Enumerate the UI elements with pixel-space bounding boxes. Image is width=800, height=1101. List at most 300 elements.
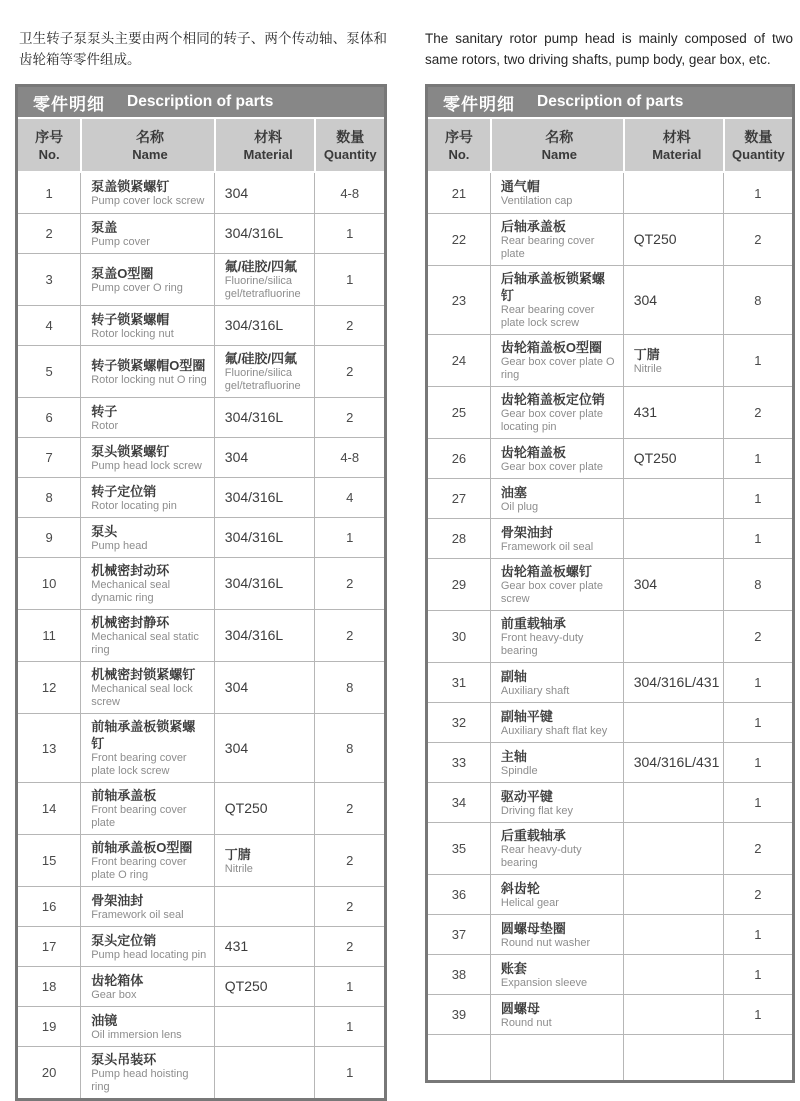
row-material	[623, 875, 723, 914]
material-value: 304/316L	[224, 529, 284, 545]
row-name	[490, 214, 623, 265]
row-material	[214, 927, 315, 966]
material-value: 304	[224, 739, 249, 756]
table-row	[18, 173, 384, 213]
row-no: 1	[45, 185, 53, 201]
part-name-zh: 账套	[500, 960, 527, 976]
table-row	[18, 397, 384, 437]
part-name-en: Auxiliary shaft	[500, 684, 570, 697]
row-no: 30	[451, 629, 467, 644]
column-name-en: Name	[132, 146, 168, 162]
row-quantity: 8	[723, 266, 792, 334]
row-name	[80, 214, 214, 253]
row-quantity: 2	[314, 558, 384, 609]
table-row	[18, 437, 384, 477]
row-quantity: 1	[723, 173, 792, 213]
part-name-en: Front bearing cover plate lock screw	[91, 752, 187, 777]
row-no: 28	[451, 531, 467, 546]
column-header-no	[428, 119, 490, 171]
material-value: QT250	[633, 450, 677, 466]
material-value: 304/316L	[224, 317, 284, 333]
column-quantity-en: Quantity	[732, 146, 785, 162]
material-value: 431	[633, 404, 658, 420]
part-name-en: Pump head lock screw	[91, 459, 202, 472]
row-name	[80, 662, 214, 713]
row-quantity: 1	[723, 955, 792, 994]
row-no: 3	[45, 272, 53, 287]
material-value: 304/316L	[224, 489, 284, 505]
table-row	[18, 517, 384, 557]
row-material	[214, 346, 315, 397]
table-row	[428, 334, 792, 386]
part-name-en: Pump cover lock screw	[91, 195, 205, 207]
table-row	[18, 713, 384, 782]
row-material	[623, 214, 723, 265]
part-name-zh: 油镜	[91, 1012, 118, 1028]
row-no: 15	[41, 853, 57, 868]
row-no: 24	[451, 353, 467, 368]
row-no: 39	[451, 1007, 467, 1022]
row-no: 38	[451, 967, 467, 982]
part-name-zh: 泵盖	[91, 219, 118, 235]
row-material	[623, 783, 723, 822]
table-row	[428, 954, 792, 994]
row-material	[623, 703, 723, 742]
row-no: 7	[45, 450, 53, 465]
table-title-zh: 零件明细	[33, 94, 105, 114]
part-name-zh: 转子锁紧螺帽	[91, 311, 170, 327]
table-row	[428, 265, 792, 334]
table-row	[18, 782, 384, 834]
part-name-en: Rear bearing cover plate	[500, 235, 595, 260]
row-name	[490, 995, 623, 1034]
intro-paragraph-zh: 卫生转子泵泵头主要由两个相同的转子、两个传动轴、泵体和齿轮箱等零件组成。	[19, 31, 387, 67]
row-quantity: 8	[314, 714, 384, 782]
table-row	[428, 914, 792, 954]
part-name-en: Front bearing cover plate	[91, 804, 187, 829]
row-material	[214, 887, 315, 926]
material-value: QT250	[224, 978, 268, 994]
part-name-en: Rotor locating pin	[91, 499, 177, 512]
row-quantity: 1	[723, 703, 792, 742]
column-header-material	[623, 119, 723, 171]
part-name-en: Gear box cover plate	[500, 460, 603, 473]
row-name	[80, 927, 214, 966]
part-name-zh: 后轴承盖板锁紧螺钉	[500, 271, 605, 303]
part-name-en: Front bearing cover plate O ring	[91, 856, 187, 881]
row-no: 6	[45, 410, 53, 425]
row-name	[490, 703, 623, 742]
row-material	[214, 478, 315, 517]
row-no: 22	[451, 232, 467, 247]
part-name-en: Pump head locating pin	[91, 948, 207, 961]
column-no-en: No.	[38, 146, 60, 162]
row-name	[80, 835, 214, 886]
table-row	[18, 886, 384, 926]
row-material	[623, 559, 723, 610]
row-no: 13	[41, 740, 57, 756]
row-material	[623, 823, 723, 874]
row-no: 25	[451, 405, 467, 420]
part-name-en: Rear heavy-duty bearing	[500, 844, 582, 869]
row-name	[490, 519, 623, 558]
material-value: 304/316L/431	[633, 754, 720, 770]
table-row	[18, 557, 384, 609]
table-row	[18, 966, 384, 1006]
row-no: 37	[451, 927, 467, 942]
row-name	[80, 783, 214, 834]
column-header-material	[214, 119, 315, 171]
table-row	[428, 1034, 792, 1080]
part-name-en: Framework oil seal	[500, 540, 594, 553]
material-value: 304/316L	[224, 575, 284, 591]
part-name-en: Gear box cover plate screw	[500, 580, 603, 605]
row-quantity: 2	[723, 823, 792, 874]
row-name	[490, 479, 623, 518]
row-quantity: 2	[723, 611, 792, 662]
part-name-zh: 油塞	[500, 484, 527, 500]
row-no: 17	[41, 939, 57, 954]
part-name-zh: 前重载轴承	[500, 616, 566, 631]
part-name-zh: 齿轮箱盖板螺钉	[500, 564, 592, 579]
row-material	[214, 835, 315, 886]
row-name	[80, 173, 214, 213]
part-name-en: Framework oil seal	[91, 908, 184, 921]
part-name-en: Driving flat key	[500, 804, 574, 817]
part-name-zh: 前轴承盖板锁紧螺钉	[91, 719, 196, 751]
row-no: 27	[451, 491, 467, 506]
row-name	[490, 387, 623, 438]
material-zh: 丁腈	[633, 346, 660, 362]
row-no: 18	[41, 979, 57, 994]
material-value: 304	[224, 449, 249, 465]
part-name-zh: 齿轮箱盖板定位销	[500, 392, 605, 407]
row-name	[80, 346, 214, 397]
table-row	[18, 477, 384, 517]
row-quantity: 1	[723, 743, 792, 782]
table-row	[428, 822, 792, 874]
row-material	[623, 173, 723, 213]
row-name	[490, 173, 623, 213]
table-row	[18, 834, 384, 886]
row-quantity: 2	[314, 346, 384, 397]
material-value: 304	[224, 184, 249, 201]
row-quantity: 1	[723, 915, 792, 954]
table-body-left	[18, 171, 384, 1098]
table-row	[18, 345, 384, 397]
row-name	[490, 875, 623, 914]
row-quantity: 8	[314, 662, 384, 713]
part-name-zh: 圆螺母	[500, 1000, 540, 1016]
material-value: 304	[224, 679, 249, 695]
row-no: 35	[451, 841, 467, 856]
row-material	[623, 387, 723, 438]
column-quantity-en: Quantity	[323, 146, 377, 162]
part-name-zh: 泵盖锁紧螺钉	[91, 179, 170, 194]
material-value: 304	[633, 291, 658, 308]
column-header-quantity	[314, 119, 384, 171]
row-name	[80, 967, 214, 1006]
column-material-en: Material	[243, 146, 293, 162]
material-value: 304/316L	[224, 627, 284, 643]
table-row	[18, 661, 384, 713]
row-no: 14	[41, 801, 57, 816]
row-quantity: 1	[723, 663, 792, 702]
row-name	[490, 663, 623, 702]
row-quantity: 1	[723, 783, 792, 822]
row-material	[214, 438, 315, 477]
part-name-en: Rotor	[91, 419, 119, 432]
part-name-zh: 驱动平键	[500, 788, 553, 804]
row-quantity: 4-8	[314, 173, 384, 213]
row-quantity: 2	[314, 610, 384, 661]
row-name	[490, 266, 623, 334]
row-material	[623, 915, 723, 954]
row-no: 16	[41, 899, 57, 914]
row-name	[490, 559, 623, 610]
row-name	[490, 743, 623, 782]
row-material	[214, 610, 315, 661]
table-row	[428, 518, 792, 558]
part-name-zh: 后轴承盖板	[500, 219, 566, 234]
part-name-en: Gear box cover plate O ring	[500, 356, 615, 381]
part-name-en: Mechanical seal static ring	[91, 631, 199, 656]
row-no: 36	[451, 887, 467, 902]
row-material	[214, 254, 315, 305]
row-name	[490, 439, 623, 478]
row-name	[80, 254, 214, 305]
row-name	[80, 478, 214, 517]
row-material	[214, 306, 315, 345]
part-name-zh: 转子	[91, 403, 118, 419]
part-name-en: Front heavy-duty bearing	[500, 632, 584, 657]
row-material	[214, 1047, 315, 1098]
row-material	[214, 398, 315, 437]
part-name-zh: 前轴承盖板	[91, 788, 157, 803]
row-material	[623, 266, 723, 334]
part-name-en: Gear box	[91, 988, 137, 1001]
row-quantity: 1	[314, 967, 384, 1006]
row-quantity: 1	[723, 519, 792, 558]
column-header-name	[490, 119, 623, 171]
material-zh: 氟/硅胶/四氟	[224, 259, 298, 274]
part-name-en: Mechanical seal dynamic ring	[91, 579, 171, 604]
part-name-en: Pump head	[91, 539, 148, 552]
material-value: 431	[224, 938, 249, 954]
row-no: 20	[41, 1065, 57, 1080]
row-no: 12	[41, 680, 57, 695]
column-header-name	[80, 119, 214, 171]
row-no: 4	[45, 318, 53, 333]
row-quantity: 1	[314, 1047, 384, 1098]
row-quantity	[723, 1035, 792, 1080]
row-no: 29	[451, 577, 467, 592]
table-title-bar	[428, 87, 792, 119]
material-en: Nitrile	[633, 362, 662, 375]
part-name-en: Pump head hoisting ring	[91, 1068, 189, 1093]
row-quantity: 2	[314, 783, 384, 834]
row-no: 11	[42, 628, 56, 643]
row-name	[80, 610, 214, 661]
part-name-en: Rotor locking nut O ring	[91, 373, 207, 386]
part-name-zh: 主轴	[500, 748, 527, 764]
row-no: 10	[41, 576, 57, 591]
part-name-en: Oil plug	[500, 500, 539, 513]
part-name-zh: 副轴	[500, 668, 527, 684]
column-material-zh: 材料	[662, 128, 691, 145]
row-quantity: 1	[314, 518, 384, 557]
part-name-zh: 泵头锁紧螺钉	[91, 443, 170, 459]
row-material	[214, 714, 315, 782]
row-name	[80, 1007, 214, 1046]
material-value: QT250	[633, 231, 677, 247]
row-quantity: 1	[723, 335, 792, 386]
part-name-en: Round nut washer	[500, 936, 591, 949]
row-material	[623, 663, 723, 702]
part-name-zh: 齿轮箱盖板O型圈	[500, 340, 602, 355]
row-name	[80, 887, 214, 926]
part-name-zh: 机械密封锁紧螺钉	[91, 667, 196, 682]
part-name-en: Gear box cover plate locating pin	[500, 408, 603, 433]
column-name-zh: 名称	[136, 128, 164, 145]
row-quantity: 1	[723, 995, 792, 1034]
table-row	[428, 386, 792, 438]
table-title-en: Description of parts	[127, 93, 274, 110]
table-row	[428, 742, 792, 782]
part-name-zh: 机械密封静环	[91, 615, 170, 630]
row-quantity: 2	[723, 387, 792, 438]
part-name-en: Ventilation cap	[500, 195, 573, 207]
material-en: Nitrile	[224, 862, 253, 875]
material-value: QT250	[224, 800, 268, 816]
part-name-zh: 斜齿轮	[500, 880, 540, 896]
part-name-en: Expansion sleeve	[500, 976, 588, 989]
row-material	[623, 995, 723, 1034]
row-quantity: 2	[723, 214, 792, 265]
row-quantity: 2	[314, 887, 384, 926]
row-no: 34	[451, 795, 467, 810]
table-body-right	[428, 171, 792, 1080]
row-material	[623, 519, 723, 558]
row-name	[80, 558, 214, 609]
material-zh: 丁腈	[224, 846, 251, 862]
column-header-no	[18, 119, 80, 171]
part-name-zh: 后重载轴承	[500, 828, 566, 843]
row-material	[214, 662, 315, 713]
table-row	[18, 609, 384, 661]
part-name-en: Auxiliary shaft flat key	[500, 724, 608, 737]
row-material	[214, 1007, 315, 1046]
material-en: Fluorine/silica gel/tetrafluorine	[224, 275, 301, 300]
intro-row	[15, 28, 800, 70]
column-material-zh: 材料	[254, 128, 283, 145]
table-row	[428, 438, 792, 478]
table-row	[18, 305, 384, 345]
part-name-en: Mechanical seal lock screw	[91, 683, 193, 708]
row-no: 5	[45, 364, 53, 379]
row-no: 33	[451, 755, 467, 770]
row-material	[214, 558, 315, 609]
table-row	[428, 478, 792, 518]
part-name-en: Oil immersion lens	[91, 1028, 182, 1041]
row-material	[214, 518, 315, 557]
row-name	[490, 335, 623, 386]
row-material	[623, 479, 723, 518]
row-no: 23	[451, 292, 467, 308]
row-name	[490, 1035, 623, 1080]
table-row	[18, 926, 384, 966]
table-row	[428, 558, 792, 610]
row-name	[80, 1047, 214, 1098]
column-no-en: No.	[448, 146, 470, 162]
part-name-zh: 圆螺母垫圈	[500, 920, 566, 936]
material-value: 304/316L/431	[633, 674, 720, 690]
part-name-en: Rear bearing cover plate lock screw	[500, 304, 595, 329]
part-name-en: Rotor locking nut	[91, 327, 174, 340]
part-name-zh: 泵头定位销	[91, 932, 157, 948]
row-no: 31	[451, 675, 467, 690]
row-material	[214, 173, 315, 213]
row-no: 2	[45, 226, 53, 241]
table-row	[18, 253, 384, 305]
table-row	[18, 213, 384, 253]
row-quantity: 8	[723, 559, 792, 610]
part-name-en: Round nut	[500, 1016, 552, 1029]
table-row	[428, 994, 792, 1034]
part-name-zh: 泵头	[91, 523, 118, 539]
table-title-en: Description of parts	[537, 93, 684, 110]
row-name	[80, 438, 214, 477]
row-material	[623, 439, 723, 478]
part-name-en: Pump cover O ring	[91, 281, 183, 294]
row-material	[623, 1035, 723, 1080]
row-quantity: 4	[314, 478, 384, 517]
intro-paragraph-en: The sanitary rotor pump head is mainly composed of two same rotors, two driving shafts, pump body, gear box, etc.	[425, 31, 793, 67]
table-row	[428, 782, 792, 822]
row-material	[623, 611, 723, 662]
material-value: 304/316L	[224, 225, 284, 241]
column-header	[18, 119, 384, 171]
part-name-zh: 泵头吊装环	[91, 1052, 157, 1067]
row-no: 32	[451, 715, 467, 730]
row-quantity: 4-8	[314, 438, 384, 477]
row-quantity: 1	[314, 254, 384, 305]
row-name	[80, 306, 214, 345]
row-name	[80, 398, 214, 437]
row-no: 19	[41, 1019, 57, 1034]
row-name	[490, 823, 623, 874]
table-title-bar	[18, 87, 384, 119]
table-row	[428, 662, 792, 702]
column-material-en: Material	[652, 146, 702, 162]
part-name-en: Helical gear	[500, 896, 559, 909]
row-quantity: 1	[723, 439, 792, 478]
column-no-zh: 序号	[444, 128, 473, 145]
column-name-zh: 名称	[545, 128, 574, 145]
row-no: 8	[45, 490, 53, 505]
part-name-zh: 齿轮箱盖板	[500, 444, 566, 460]
row-quantity: 2	[314, 927, 384, 966]
table-row	[428, 610, 792, 662]
row-material	[623, 743, 723, 782]
table-row	[428, 173, 792, 213]
row-material	[214, 783, 315, 834]
row-name	[80, 714, 214, 782]
part-name-zh: 机械密封动环	[91, 563, 170, 578]
row-name	[490, 955, 623, 994]
row-quantity: 2	[314, 306, 384, 345]
part-name-zh: 转子定位销	[91, 483, 157, 499]
